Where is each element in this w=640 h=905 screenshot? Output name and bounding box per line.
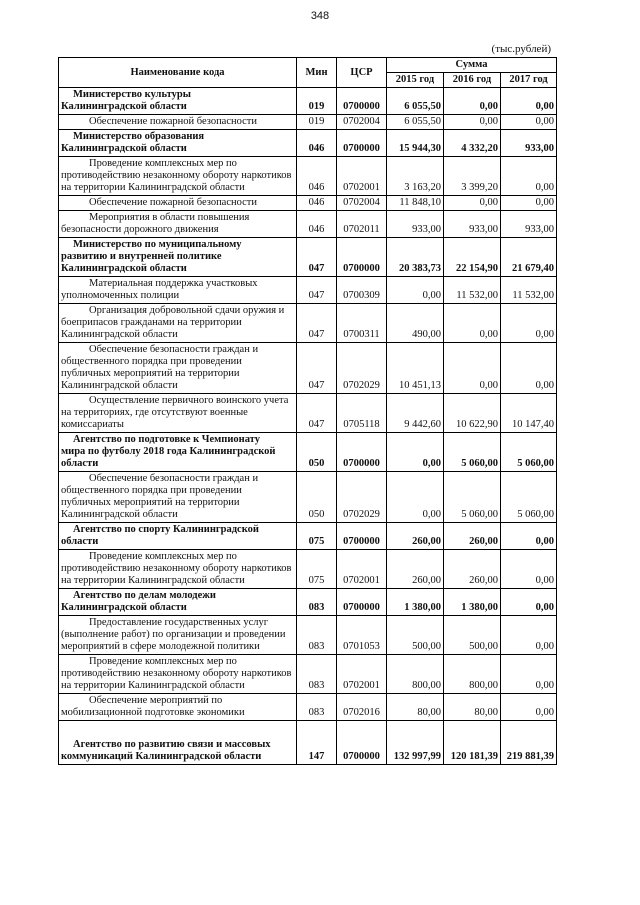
item-name-cell: Обеспечение безопасности граждан и общественного порядка при проведении публичных мероприятий на территории Калининградской области bbox=[59, 472, 297, 523]
min-cell: 075 bbox=[297, 523, 337, 550]
sum-2016-cell: 260,00 bbox=[444, 523, 501, 550]
item-row bbox=[59, 277, 557, 304]
sum-2017-cell: 0,00 bbox=[501, 589, 557, 616]
sum-2017-cell: 0,00 bbox=[501, 655, 557, 694]
agency-name-cell bbox=[59, 433, 297, 472]
sum-2017-cell: 10 147,40 bbox=[501, 394, 557, 433]
sum-2015-cell: 6 055,50 bbox=[387, 115, 444, 130]
item-name-cell: Предоставление государственных услуг (выполнение работ) по организации и проведении мероприятий в сфере молодежной политики bbox=[59, 616, 297, 655]
sum-2015-cell: 6 055,50 bbox=[387, 88, 444, 115]
sum-2016-cell: 5 060,00 bbox=[444, 433, 501, 472]
agency-name-cell bbox=[59, 523, 297, 550]
csr-cell: 0702011 bbox=[337, 211, 387, 238]
min-cell: 083 bbox=[297, 616, 337, 655]
sum-2016-cell: 0,00 bbox=[444, 343, 501, 394]
min-cell: 050 bbox=[297, 433, 337, 472]
csr-cell: 0700000 bbox=[337, 130, 387, 157]
sum-2015-cell: 1 380,00 bbox=[387, 589, 444, 616]
csr-cell: 0700000 bbox=[337, 238, 387, 277]
sum-2017-cell: 0,00 bbox=[501, 304, 557, 343]
sum-2016-cell: 0,00 bbox=[444, 196, 501, 211]
agency-name-cell bbox=[59, 88, 297, 115]
csr-cell: 0700000 bbox=[337, 589, 387, 616]
item-row bbox=[59, 196, 557, 211]
item-row bbox=[59, 157, 557, 196]
csr-cell: 0702001 bbox=[337, 157, 387, 196]
sum-2015-cell: 933,00 bbox=[387, 211, 444, 238]
sum-2017-cell: 0,00 bbox=[501, 115, 557, 130]
sum-2015-cell: 260,00 bbox=[387, 550, 444, 589]
sum-2015-cell: 0,00 bbox=[387, 472, 444, 523]
sum-2017-cell: 0,00 bbox=[501, 343, 557, 394]
sum-2017-cell: 0,00 bbox=[501, 196, 557, 211]
units-label: (тыс.рублей) bbox=[491, 43, 551, 55]
item-row bbox=[59, 694, 557, 721]
sum-2017-cell: 0,00 bbox=[501, 694, 557, 721]
header-2016: 2016 год bbox=[444, 73, 501, 88]
agency-name-cell bbox=[59, 238, 297, 277]
header-sum: Сумма bbox=[387, 58, 557, 73]
sum-2015-cell: 500,00 bbox=[387, 616, 444, 655]
page-number: 348 bbox=[310, 10, 330, 22]
agency-row bbox=[59, 88, 557, 115]
agency-name-line2: области bbox=[61, 536, 99, 547]
sum-2015-cell: 10 451,13 bbox=[387, 343, 444, 394]
item-row bbox=[59, 115, 557, 130]
sum-2016-cell: 800,00 bbox=[444, 655, 501, 694]
sum-2016-cell: 260,00 bbox=[444, 550, 501, 589]
agency-name-cell bbox=[59, 721, 297, 765]
csr-cell: 0700000 bbox=[337, 88, 387, 115]
min-cell: 083 bbox=[297, 589, 337, 616]
sum-2016-cell: 11 532,00 bbox=[444, 277, 501, 304]
sum-2016-cell: 120 181,39 bbox=[444, 721, 501, 765]
agency-name-line2: мира по футболу 2018 года Калининградской области bbox=[61, 446, 276, 469]
sum-2015-cell: 11 848,10 bbox=[387, 196, 444, 211]
agency-name-line1: Агентство по развитию связи и массовых bbox=[73, 739, 271, 750]
agency-row bbox=[59, 589, 557, 616]
agency-row bbox=[59, 130, 557, 157]
table-header bbox=[59, 58, 557, 88]
agency-name-line1: Агентство по делам молодежи bbox=[73, 590, 216, 601]
csr-cell: 0700000 bbox=[337, 523, 387, 550]
csr-cell: 0700309 bbox=[337, 277, 387, 304]
csr-cell: 0702001 bbox=[337, 550, 387, 589]
agency-row bbox=[59, 523, 557, 550]
sum-2015-cell: 0,00 bbox=[387, 433, 444, 472]
min-cell: 047 bbox=[297, 238, 337, 277]
sum-2017-cell: 5 060,00 bbox=[501, 472, 557, 523]
min-cell: 046 bbox=[297, 211, 337, 238]
agency-name-line1: Министерство образования bbox=[73, 131, 205, 142]
min-cell: 047 bbox=[297, 277, 337, 304]
sum-2016-cell: 4 332,20 bbox=[444, 130, 501, 157]
min-cell: 047 bbox=[297, 343, 337, 394]
sum-2017-cell: 0,00 bbox=[501, 157, 557, 196]
agency-name-line2: Калининградской области bbox=[61, 143, 187, 154]
csr-cell: 0701053 bbox=[337, 616, 387, 655]
agency-row bbox=[59, 238, 557, 277]
sum-2015-cell: 15 944,30 bbox=[387, 130, 444, 157]
min-cell: 046 bbox=[297, 196, 337, 211]
sum-2017-cell: 0,00 bbox=[501, 523, 557, 550]
item-row bbox=[59, 616, 557, 655]
agency-name-cell bbox=[59, 130, 297, 157]
agency-name-line1: Министерство по муниципальному bbox=[73, 239, 242, 250]
table-body bbox=[59, 88, 557, 765]
csr-cell: 0702016 bbox=[337, 694, 387, 721]
agency-name-line2: развитию и внутренней политике Калининградской области bbox=[61, 251, 222, 274]
sum-2016-cell: 22 154,90 bbox=[444, 238, 501, 277]
csr-cell: 0700000 bbox=[337, 433, 387, 472]
agency-name-line2: Калининградской области bbox=[61, 602, 187, 613]
agency-name-line1: Агентство по спорту Калининградской bbox=[73, 524, 259, 535]
sum-2017-cell: 933,00 bbox=[501, 130, 557, 157]
sum-2015-cell: 132 997,99 bbox=[387, 721, 444, 765]
min-cell: 046 bbox=[297, 130, 337, 157]
sum-2016-cell: 933,00 bbox=[444, 211, 501, 238]
sum-2016-cell: 5 060,00 bbox=[444, 472, 501, 523]
header-2015: 2015 год bbox=[387, 73, 444, 88]
sum-2015-cell: 3 163,20 bbox=[387, 157, 444, 196]
csr-cell: 0702029 bbox=[337, 343, 387, 394]
item-name-cell: Осуществление первичного воинского учета на территориях, где отсутствуют военные комиссариаты bbox=[59, 394, 297, 433]
min-cell: 147 bbox=[297, 721, 337, 765]
sum-2015-cell: 260,00 bbox=[387, 523, 444, 550]
min-cell: 019 bbox=[297, 88, 337, 115]
csr-cell: 0700311 bbox=[337, 304, 387, 343]
sum-2016-cell: 500,00 bbox=[444, 616, 501, 655]
csr-cell: 0702029 bbox=[337, 472, 387, 523]
agency-name-line2: Калининградской области bbox=[61, 101, 187, 112]
sum-2015-cell: 0,00 bbox=[387, 277, 444, 304]
sum-2015-cell: 490,00 bbox=[387, 304, 444, 343]
sum-2017-cell: 0,00 bbox=[501, 616, 557, 655]
item-row bbox=[59, 472, 557, 523]
agency-name-line1: Министерство культуры bbox=[73, 89, 191, 100]
item-name-cell: Обеспечение безопасности граждан и общественного порядка при проведении публичных мероприятий на территории Калининградской области bbox=[59, 343, 297, 394]
sum-2016-cell: 0,00 bbox=[444, 115, 501, 130]
csr-cell: 0702001 bbox=[337, 655, 387, 694]
header-csr: ЦСР bbox=[337, 58, 387, 88]
sum-2017-cell: 5 060,00 bbox=[501, 433, 557, 472]
min-cell: 046 bbox=[297, 157, 337, 196]
sum-2016-cell: 80,00 bbox=[444, 694, 501, 721]
agency-name-cell bbox=[59, 589, 297, 616]
sum-2016-cell: 0,00 bbox=[444, 88, 501, 115]
sum-2016-cell: 0,00 bbox=[444, 304, 501, 343]
header-min: Мин bbox=[297, 58, 337, 88]
min-cell: 019 bbox=[297, 115, 337, 130]
sum-2017-cell: 933,00 bbox=[501, 211, 557, 238]
min-cell: 047 bbox=[297, 394, 337, 433]
item-name-cell: Обеспечение мероприятий по мобилизационной подготовке экономики bbox=[59, 694, 297, 721]
sum-2017-cell: 11 532,00 bbox=[501, 277, 557, 304]
item-name-cell: Проведение комплексных мер по противодействию незаконному обороту наркотиков на территории Калининградской области bbox=[59, 157, 297, 196]
header-2017: 2017 год bbox=[501, 73, 557, 88]
header-name: Наименование кода bbox=[59, 58, 297, 88]
agency-name-line1: Агентство по подготовке к Чемпионату bbox=[73, 434, 260, 445]
sum-2017-cell: 0,00 bbox=[501, 88, 557, 115]
item-row bbox=[59, 655, 557, 694]
budget-table bbox=[58, 57, 557, 765]
min-cell: 083 bbox=[297, 694, 337, 721]
min-cell: 075 bbox=[297, 550, 337, 589]
item-name-cell: Обеспечение пожарной безопасности bbox=[59, 196, 297, 211]
item-name-cell: Мероприятия в области повышения безопасности дорожного движения bbox=[59, 211, 297, 238]
min-cell: 083 bbox=[297, 655, 337, 694]
item-row bbox=[59, 304, 557, 343]
min-cell: 050 bbox=[297, 472, 337, 523]
item-name-cell: Обеспечение пожарной безопасности bbox=[59, 115, 297, 130]
sum-2017-cell: 21 679,40 bbox=[501, 238, 557, 277]
item-row bbox=[59, 343, 557, 394]
sum-2017-cell: 0,00 bbox=[501, 550, 557, 589]
sum-2015-cell: 800,00 bbox=[387, 655, 444, 694]
item-name-cell: Материальная поддержка участковых уполномоченных полиции bbox=[59, 277, 297, 304]
agency-name-line2: коммуникаций Калининградской области bbox=[61, 751, 262, 762]
agency-row bbox=[59, 721, 557, 765]
item-name-cell: Организация добровольной сдачи оружия и боеприпасов гражданами на территории Калининградской области bbox=[59, 304, 297, 343]
min-cell: 047 bbox=[297, 304, 337, 343]
sum-2016-cell: 1 380,00 bbox=[444, 589, 501, 616]
item-row bbox=[59, 550, 557, 589]
sum-2015-cell: 80,00 bbox=[387, 694, 444, 721]
sum-2015-cell: 9 442,60 bbox=[387, 394, 444, 433]
item-row bbox=[59, 211, 557, 238]
sum-2016-cell: 10 622,90 bbox=[444, 394, 501, 433]
sum-2015-cell: 20 383,73 bbox=[387, 238, 444, 277]
item-row bbox=[59, 394, 557, 433]
agency-row bbox=[59, 433, 557, 472]
csr-cell: 0700000 bbox=[337, 721, 387, 765]
item-name-cell: Проведение комплексных мер по противодействию незаконному обороту наркотиков на территории Калининградской области bbox=[59, 655, 297, 694]
csr-cell: 0705118 bbox=[337, 394, 387, 433]
item-name-cell: Проведение комплексных мер по противодействию незаконному обороту наркотиков на территории Калининградской области bbox=[59, 550, 297, 589]
sum-2016-cell: 3 399,20 bbox=[444, 157, 501, 196]
csr-cell: 0702004 bbox=[337, 196, 387, 211]
csr-cell: 0702004 bbox=[337, 115, 387, 130]
sum-2017-cell: 219 881,39 bbox=[501, 721, 557, 765]
